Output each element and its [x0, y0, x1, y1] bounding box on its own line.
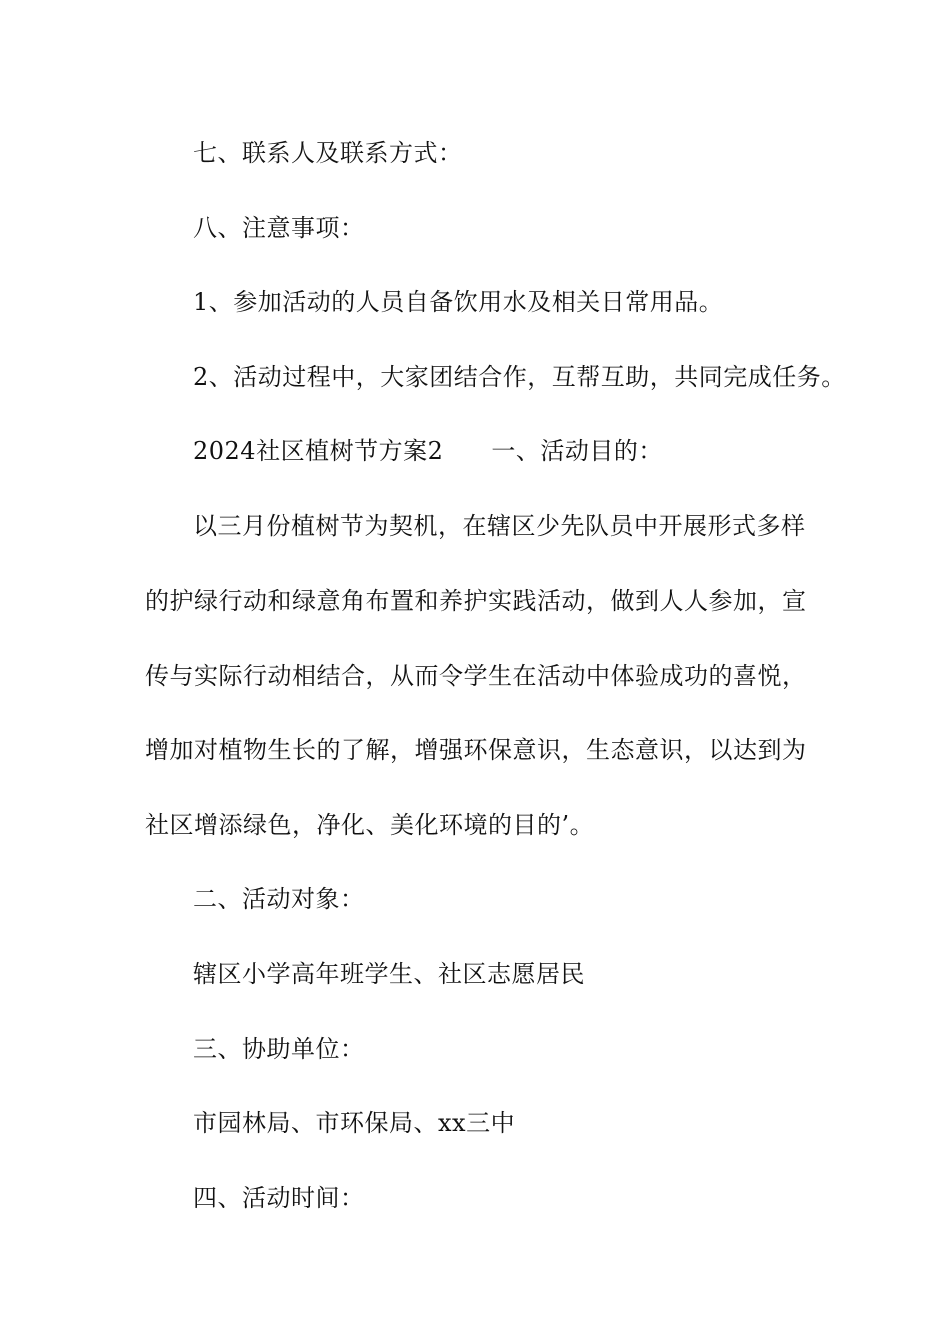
section-heading-partners: 三、协助单位： [193, 1035, 365, 1063]
plan-title-line [193, 435, 663, 467]
note-item-1: 1、参加活动的人员自备饮用水及相关日常用品。 [193, 288, 724, 316]
purpose-paragraph-line-1: 以三月份植树节为契机，在辖区少先队员中开展形式多样 [193, 512, 806, 540]
note-item-2: 2、活动过程中，大家团结合作，互帮互助，共同完成任务。 [193, 363, 846, 391]
purpose-paragraph-line-3: 传与实际行动相结合，从而令学生在活动中体验成功的喜悦， [145, 662, 807, 690]
partners-text: 市园林局、市环保局、xx三中 [193, 1109, 516, 1137]
section-heading-purpose: 一、活动目的： [491, 437, 663, 465]
section-heading-time: 四、活动时间： [193, 1184, 365, 1212]
target-text: 辖区小学高年班学生、社区志愿居民 [193, 960, 585, 988]
purpose-paragraph-line-4: 增加对植物生长的了解，增强环保意识，生态意识，以达到为 [145, 736, 807, 764]
section-heading-target: 二、活动对象： [193, 885, 365, 913]
section-heading-notes: 八、注意事项： [193, 214, 365, 242]
section-heading-contact: 七、联系人及联系方式： [193, 139, 463, 167]
purpose-paragraph-line-5: 社区增添绿色，净化、美化环境的目的’。 [145, 811, 595, 839]
plan-title: 2024社区植树节方案2 [193, 437, 444, 465]
purpose-paragraph-line-2: 的护绿行动和绿意角布置和养护实践活动，做到人人参加，宣 [145, 587, 807, 615]
